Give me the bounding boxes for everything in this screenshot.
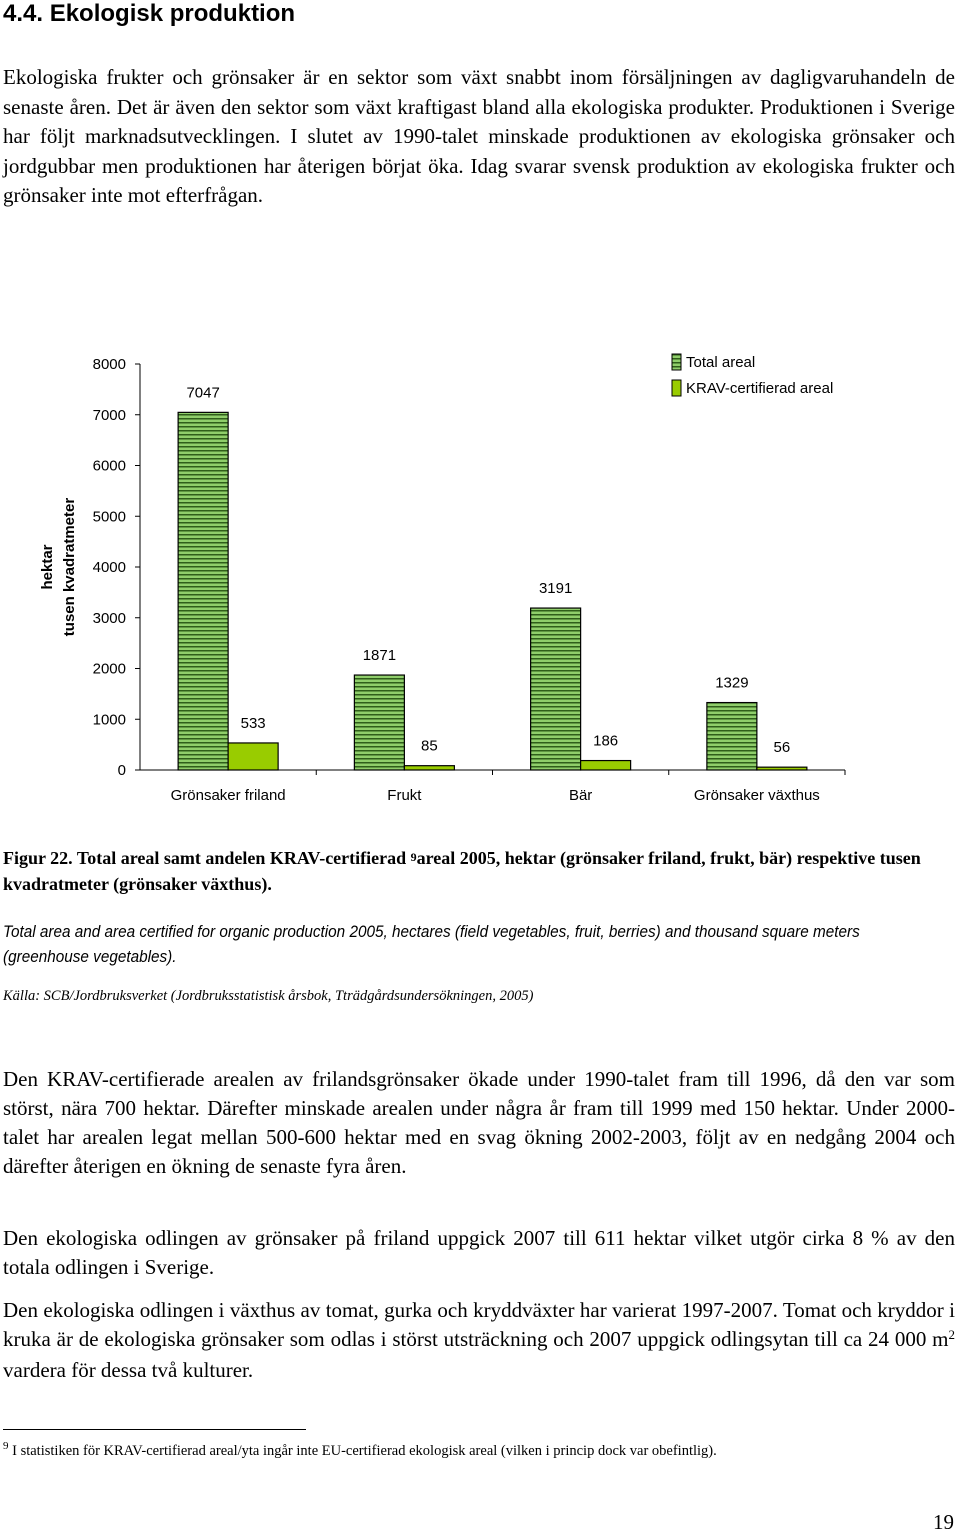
data-label: 3191 (538, 580, 573, 598)
legend-swatch (672, 354, 681, 370)
intro-paragraph: Ekologiska frukter och grönsaker är en sektor som växt snabbt inom försäljningen av dagligvaruhandeln de senaste åren. Det är även den sektor som växt kraftigast bland alla ekologiska produkter. Produktionen i Sverige har följt marknadsutvecklingen. I slutet av 1990-talet minskade produktionen av ekologiska grönsaker och jordgubbar men produktionen har återigen börjat öka. Idag svarar svensk produktion av ekologiska frukter och grönsaker inte mot efterfrågan. (3, 65, 955, 207)
data-label: 1871 (362, 647, 397, 665)
data-label: 7047 (186, 384, 220, 402)
footnote (3, 1441, 717, 1462)
bar-krav-areal (581, 761, 631, 770)
paragraph-3 (3, 1296, 955, 1385)
y-tick-label: 8000 (92, 356, 126, 373)
caption-prefix: Figur 22. Total areal samt andelen KRAV-certifierad (3, 848, 411, 868)
bar-krav-areal (757, 767, 807, 770)
y-tick-label: 2000 (92, 660, 126, 678)
footnote-text: I statistiken för KRAV-certifierad areal/yta ingår inte EU-certifierad ekologisk areal (vilken i princip dock var obefintlig). (8, 1443, 717, 1459)
bar-total-areal (354, 675, 404, 770)
y-tick-label: 0 (117, 762, 126, 779)
caption-suffix: areal 2005, hektar (grönsaker friland, frukt, bär) respektive tusen kvadratmeter (grönsaker växthus). (3, 848, 921, 894)
y-tick-label: 7000 (92, 406, 126, 424)
y-tick-label: 1000 (92, 711, 126, 729)
bar-total-areal (707, 703, 757, 770)
data-label: 56 (773, 739, 791, 757)
data-label: 186 (593, 732, 619, 750)
legend-swatch (672, 380, 681, 396)
legend-label: Total areal (686, 354, 756, 371)
superscript-2: 2 (948, 1327, 955, 1342)
legend-label: KRAV-certifierad areal (686, 380, 834, 397)
footnote-divider (3, 1429, 306, 1430)
caption-footnote-ref: 9 (410, 850, 417, 864)
footnote-number: 9 (3, 1440, 9, 1452)
y-tick-label: 6000 (92, 457, 126, 475)
bar-chart (0, 340, 960, 820)
x-category-label: Grönsaker växthus (693, 787, 820, 804)
y-tick-label: 3000 (92, 609, 126, 627)
figure-caption (3, 846, 953, 896)
y-axis-title-line2: tusen kvadratmeter (61, 497, 78, 637)
y-tick-label: 4000 (92, 559, 126, 576)
x-category-label: Frukt (387, 787, 422, 804)
data-label: 85 (421, 737, 438, 755)
bar-krav-areal (228, 743, 278, 770)
paragraph-1: Den KRAV-certifierade arealen av frilandsgrönsaker ökade under 1990-talet fram till 1996, då den var som störst, nära 700 hektar. Därefter minskade arealen under några år fram till 1999 med 150 hektar. Under 2000-talet har arealen legat mellan 500-600 hektar med en svag ökning 2002-2003, följt av en nedgång 2004 och därefter återigen en ökning de senaste fyra åren. (3, 1067, 955, 1178)
paragraph-3-text: Den ekologiska odlingen i växthus av tomat, gurka och kryddväxter har varierat 1997-2007. Tomat och kryddor i kruka är de ekologiska grönsaker som odlas i störst utsträckning och 2007 uppgick odlingsytan till ca 24 000 m (3, 1298, 955, 1351)
paragraph-3-end: vardera för dessa två kulturer. (3, 1358, 254, 1382)
bar-total-areal (531, 608, 581, 770)
figure-caption-english: Total area and area certified for organic production 2005, hectares (field vegetables, fruit, berries) and thousand square meters (greenhouse vegetables). (3, 922, 860, 966)
data-label: 533 (240, 714, 266, 732)
figure-source: Källa: SCB/Jordbruksverket (Jordbruksstatistisk årsbok, Tträdgårdsundersökningen, 2005) (3, 988, 534, 1004)
data-label: 1329 (715, 674, 749, 692)
section-heading: 4.4. Ekologisk produktion (3, 0, 296, 27)
y-tick-label: 5000 (92, 508, 126, 526)
bar-total-areal (178, 412, 228, 770)
x-category-label: Grönsaker friland (170, 787, 286, 804)
page-number: 19 (933, 1510, 954, 1534)
bar-krav-areal (404, 766, 454, 770)
y-axis-title-line1: hektar (39, 544, 56, 590)
x-category-label: Bär (568, 787, 593, 804)
paragraph-2: Den ekologiska odlingen av grönsaker på friland uppgick 2007 till 611 hektar vilket utgör cirka 8 % av den totala odlingen i Sverige. (3, 1226, 955, 1279)
chart-svg (0, 340, 960, 820)
